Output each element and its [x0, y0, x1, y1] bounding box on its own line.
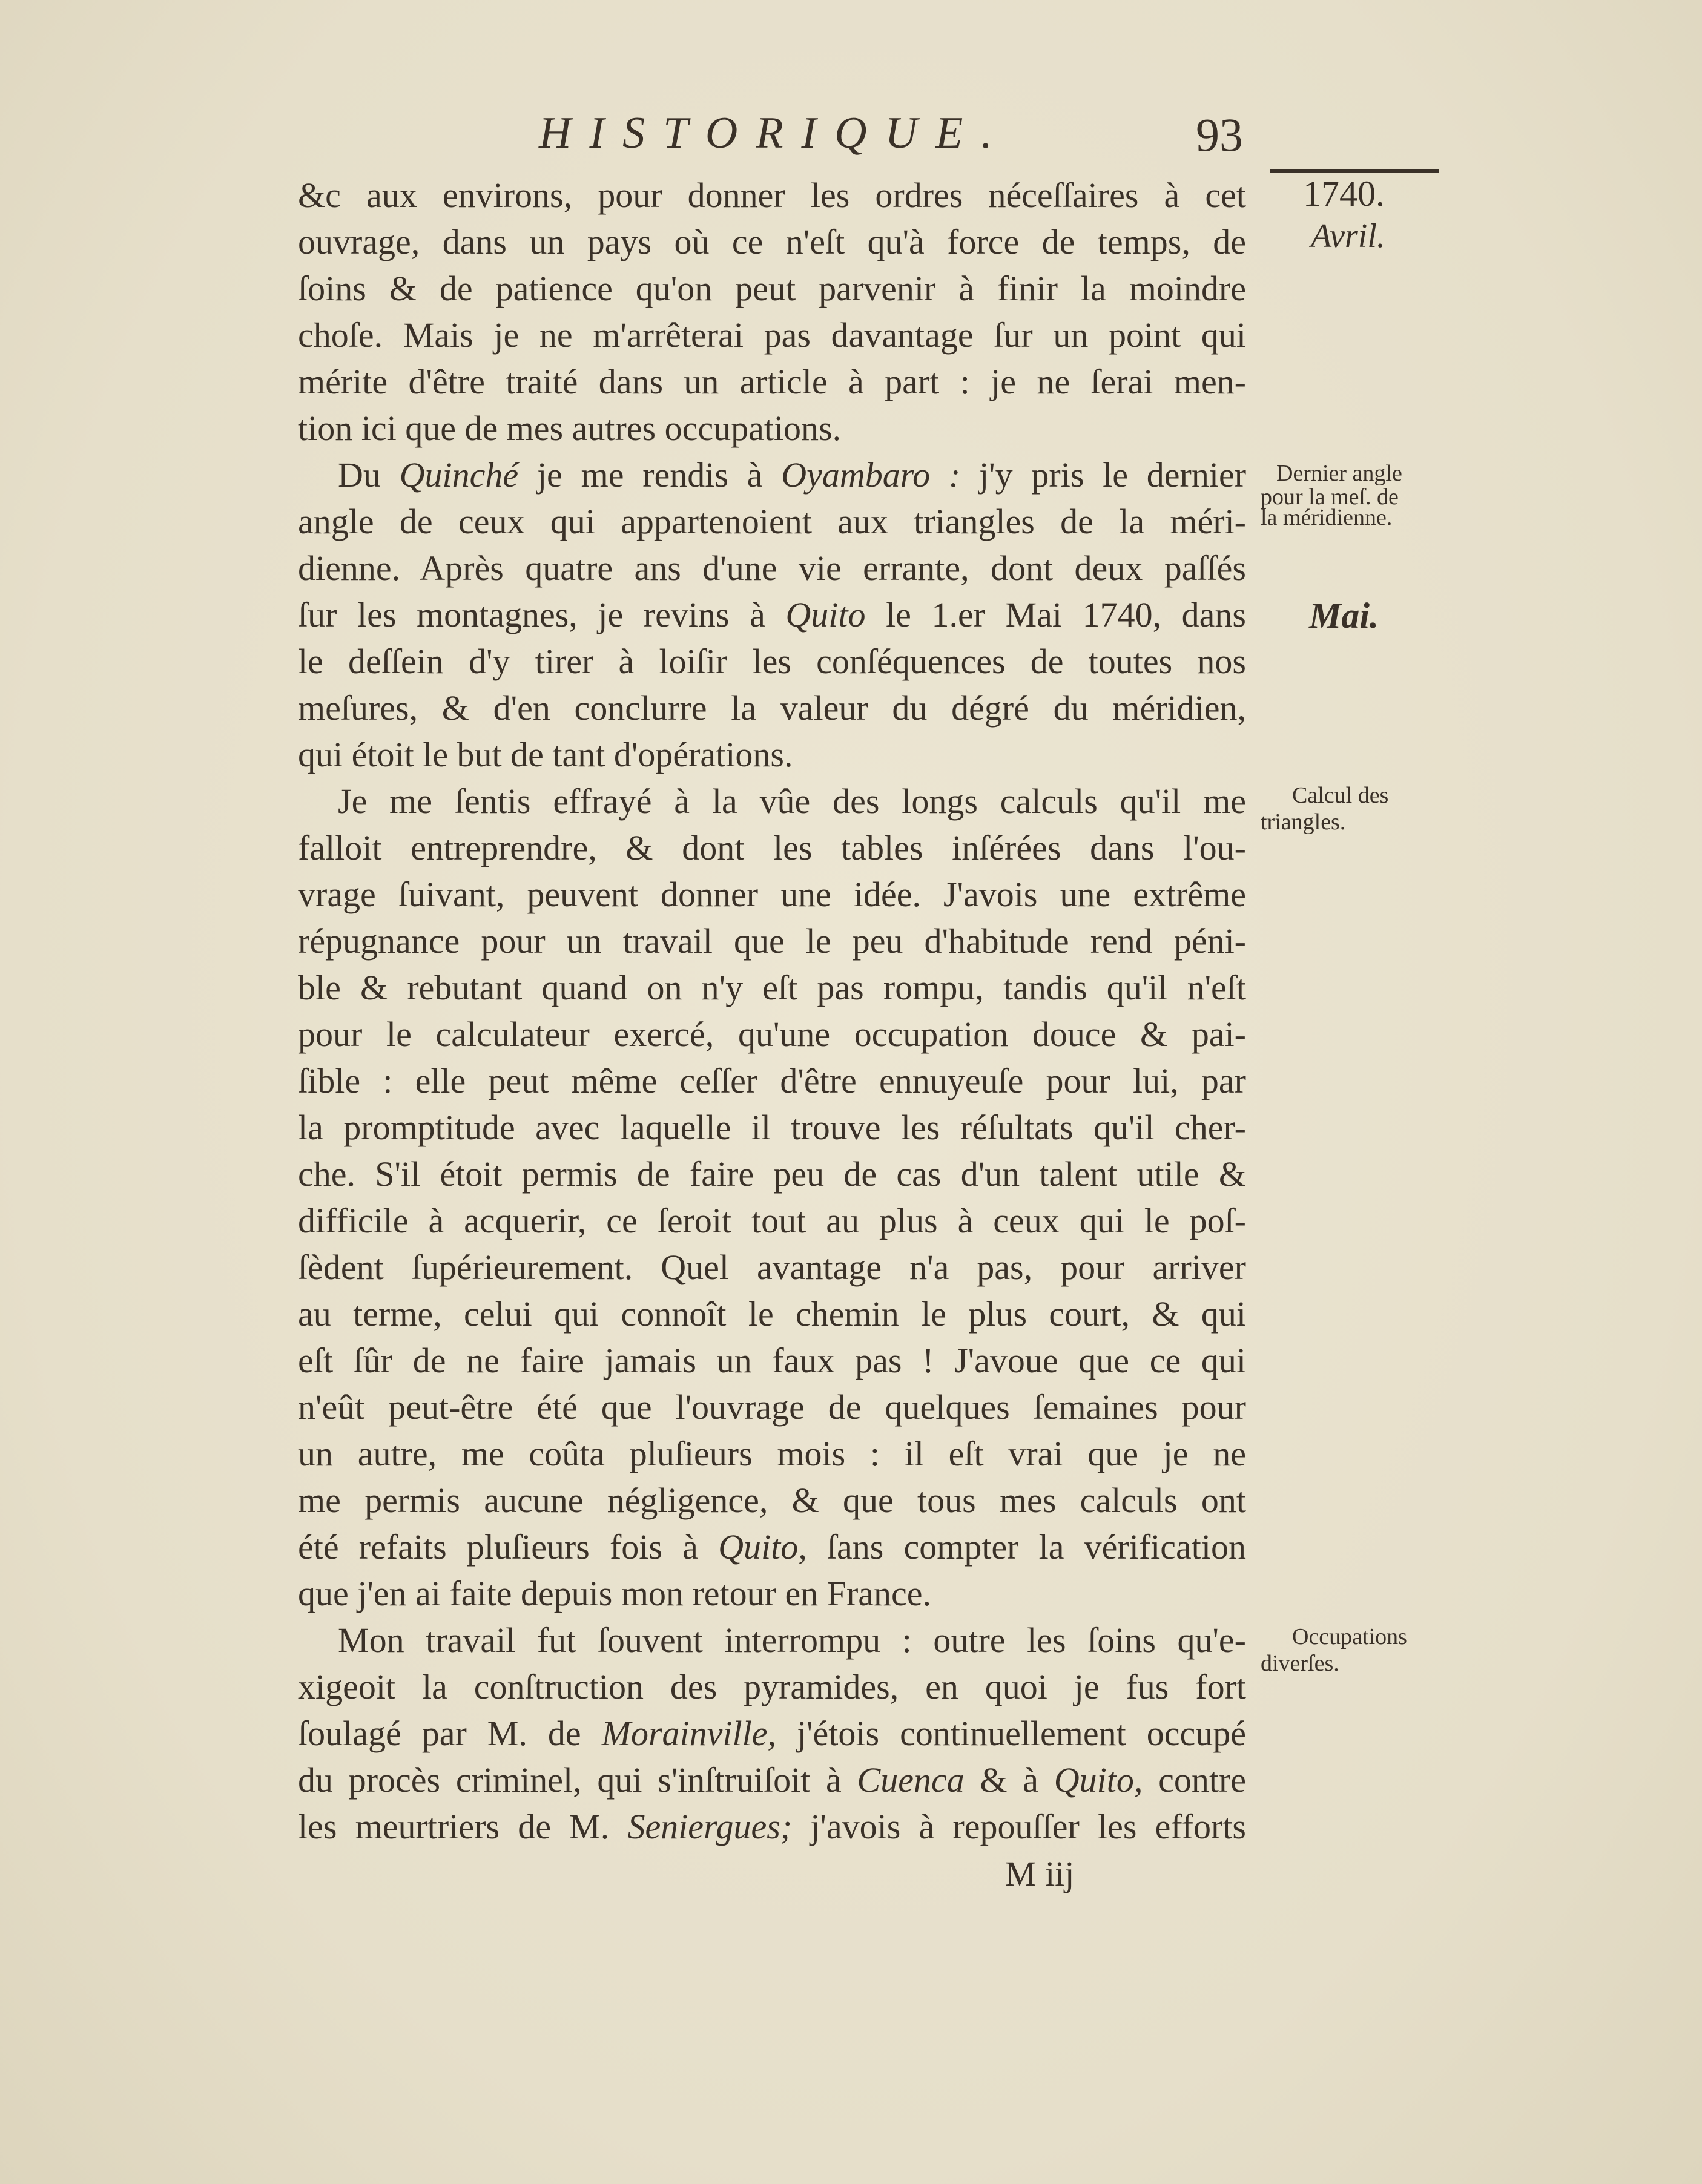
italic-name: Seniergues; — [627, 1807, 793, 1846]
text-segment: j'y pris le dernier — [960, 455, 1247, 495]
text-segment: contre — [1143, 1760, 1247, 1800]
text-segment: eſt ſûr de ne faire jamais un faux pas ! J'avoue que ce qui — [298, 1341, 1246, 1380]
text-segment: un autre, me coûta pluſieurs mois : il eſt vrai que je ne — [298, 1434, 1246, 1473]
text-segment: mérite d'être traité dans un article à part : je ne ſerai men- — [298, 362, 1246, 401]
text-segment: ble & rebutant quand on n'y eſt pas rompu, tandis qu'il n'eſt — [298, 968, 1246, 1007]
text-segment: que j'en ai faite depuis mon retour en France. — [298, 1574, 932, 1613]
text-line — [298, 312, 1246, 358]
text-segment: xigeoit la conſtruction des pyramides, en quoi je fus fort — [298, 1667, 1246, 1706]
text-line — [298, 452, 1246, 498]
text-segment: ſèdent ſupérieurement. Quel avantage n'a pas, pour arriver — [298, 1248, 1246, 1287]
text-segment: &c aux environs, pour donner les ordres néceſſaires à cet — [298, 176, 1246, 215]
text-line — [298, 1803, 1246, 1850]
text-line — [298, 1524, 1246, 1570]
text-segment: ſoins & de patience qu'on peut parvenir à finir la moindre — [298, 269, 1246, 308]
text-segment: j'étois continuellement occupé — [776, 1714, 1246, 1753]
margin-note-line: Calcul des — [1292, 783, 1389, 808]
text-line — [298, 1617, 1246, 1663]
text-segment: me permis aucune négligence, & que tous mes calculs ont — [298, 1481, 1246, 1520]
text-segment: les meurtriers de M. — [298, 1807, 628, 1846]
text-line — [298, 1291, 1246, 1337]
text-segment: vrage ſuivant, peuvent donner une idée. J'avois une extrême — [298, 875, 1246, 914]
text-segment: che. S'il étoit permis de faire peu de cas d'un talent utile & — [298, 1154, 1246, 1194]
margin-year: 1740. — [1303, 174, 1385, 214]
text-line — [298, 219, 1246, 265]
text-line — [298, 824, 1246, 871]
text-segment: je me rendis à — [518, 455, 782, 495]
text-line — [298, 685, 1246, 731]
text-line — [298, 1197, 1246, 1244]
text-segment: répugnance pour un travail que le peu d'habitude rend péni- — [298, 921, 1246, 961]
italic-name: Quinché — [399, 455, 519, 495]
text-line — [298, 1384, 1246, 1430]
text-line — [298, 871, 1246, 918]
margin-month-may: Mai. — [1309, 596, 1379, 636]
text-line — [298, 1057, 1246, 1104]
text-segment: du procès criminel, qui s'inſtruiſoit à — [298, 1760, 857, 1800]
text-segment: falloit entreprendre, & dont les tables inſérées dans l'ou- — [298, 828, 1246, 867]
margin-note-calcul — [1261, 782, 1388, 835]
text-line — [298, 1011, 1246, 1057]
text-segment: meſures, & d'en conclurre la valeur du dégré du méridien, — [298, 688, 1246, 728]
text-segment: au terme, celui qui connoît le chemin le plus court, & qui — [298, 1294, 1246, 1334]
text-line — [298, 638, 1246, 685]
margin-note-line: triangles. — [1261, 809, 1346, 835]
page-number: 93 — [1196, 108, 1243, 161]
signature-mark: M iij — [1005, 1854, 1075, 1893]
text-line — [298, 778, 1246, 824]
text-segment: & à — [964, 1760, 1054, 1800]
text-segment: tion ici que de mes autres occupations. — [298, 409, 842, 448]
text-segment: ſible : elle peut même ceſſer d'être ennuyeuſe pour lui, par — [298, 1061, 1246, 1100]
running-title: HISTORIQUE. — [539, 108, 1011, 158]
text-line — [298, 172, 1246, 219]
text-line — [298, 1430, 1246, 1477]
text-segment: le 1.er Mai 1740, dans — [865, 595, 1246, 634]
text-line — [298, 1710, 1246, 1757]
text-segment: n'eût peut-être été que l'ouvrage de quelques ſemaines pour — [298, 1387, 1246, 1427]
text-line — [298, 1151, 1246, 1197]
margin-note-line: la méridienne. — [1261, 505, 1393, 530]
text-segment: j'avois à repouſſer les efforts — [792, 1807, 1246, 1846]
italic-name: Morainville, — [601, 1714, 776, 1753]
text-line — [298, 1570, 1246, 1617]
text-line — [298, 591, 1246, 638]
body-text — [298, 172, 1246, 1850]
italic-name: Quito — [785, 595, 866, 634]
text-line — [298, 918, 1246, 964]
italic-name: Quito, — [1054, 1760, 1143, 1800]
text-line — [298, 358, 1246, 405]
text-line — [298, 1663, 1246, 1710]
italic-name: Quito, — [718, 1527, 807, 1567]
margin-month-april: Avril. — [1311, 217, 1385, 255]
text-segment: dienne. Après quatre ans d'une vie errante, dont deux paſſés — [298, 548, 1246, 588]
italic-name: Cuenca — [857, 1760, 965, 1800]
margin-note-line: Dernier angle — [1276, 461, 1402, 486]
margin-note-dernier-angle — [1261, 460, 1402, 528]
text-segment: Du — [338, 455, 400, 495]
text-line — [298, 405, 1246, 452]
text-segment: été refaits pluſieurs fois à — [298, 1527, 719, 1567]
text-line — [298, 731, 1246, 778]
text-line — [298, 1104, 1246, 1151]
text-segment: Je me ſentis effrayé à la vûe des longs calculs qu'il me — [338, 781, 1246, 821]
text-segment: qui étoit le but de tant d'opérations. — [298, 735, 793, 774]
text-segment: le deſſein d'y tirer à loiſir les conſéquences de toutes nos — [298, 642, 1246, 681]
text-segment: ſur les montagnes, je revins à — [298, 595, 786, 634]
text-line — [298, 545, 1246, 591]
margin-note-line: Occupations — [1292, 1624, 1407, 1650]
text-line — [298, 498, 1246, 545]
text-line — [298, 1244, 1246, 1291]
text-line — [298, 265, 1246, 312]
text-segment: Mon travail fut ſouvent interrompu : outre les ſoins qu'e- — [338, 1620, 1246, 1660]
text-line — [298, 964, 1246, 1011]
margin-note-occupations — [1261, 1623, 1407, 1677]
text-segment: ſoulagé par M. de — [298, 1714, 602, 1753]
italic-name: Oyambaro : — [781, 455, 961, 495]
margin-note-line: pour la meſ. de — [1261, 484, 1399, 510]
margin-note-line: diverſes. — [1261, 1651, 1339, 1676]
text-segment: pour le calculateur exercé, qu'une occupation douce & pai- — [298, 1015, 1246, 1054]
text-line — [298, 1757, 1246, 1803]
text-segment: difficile à acquerir, ce ſeroit tout au plus à ceux qui le poſ- — [298, 1201, 1246, 1240]
text-segment: angle de ceux qui appartenoient aux triangles de la méri- — [298, 502, 1246, 541]
margin-rule — [1270, 169, 1439, 173]
text-segment: ſans compter la vérification — [806, 1527, 1247, 1567]
text-line — [298, 1337, 1246, 1384]
text-line — [298, 1477, 1246, 1524]
text-segment: ouvrage, dans un pays où ce n'eſt qu'à force de temps, de — [298, 222, 1246, 261]
text-segment: choſe. Mais je ne m'arrêterai pas davantage ſur un point qui — [298, 315, 1246, 355]
text-segment: la promptitude avec laquelle il trouve les réſultats qu'il cher- — [298, 1108, 1246, 1147]
